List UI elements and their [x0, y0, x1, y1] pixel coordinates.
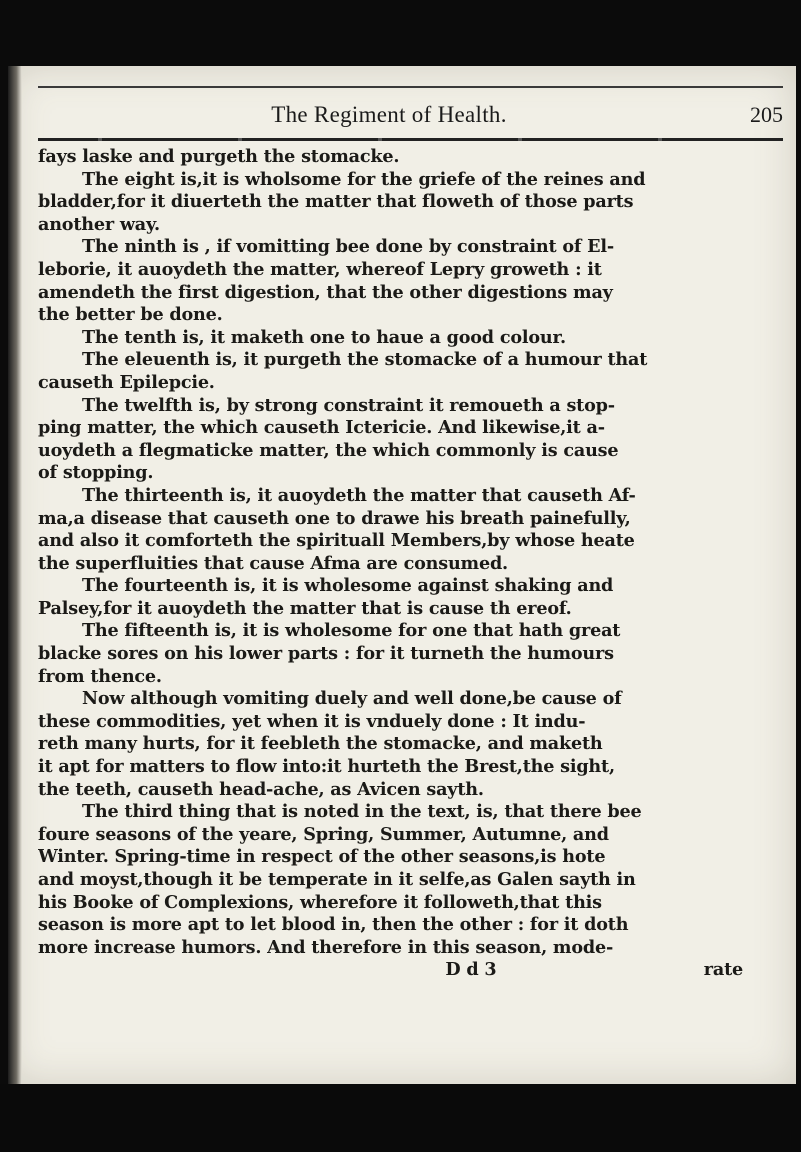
text-line: The eight is,it is wholsome for the griefe of the reines and — [82, 168, 646, 190]
running-head: The Regiment of Health. — [271, 102, 507, 127]
text-line: fays laske and purgeth the stomacke. — [38, 146, 400, 167]
text-line: these commodities, yet when it is vnduely done : It indu- — [38, 710, 586, 732]
text-line: another way. — [38, 213, 160, 235]
text-line: the teeth, causeth head-ache, as Avicen sayth. — [38, 778, 484, 800]
text-line: The eleuenth is, it purgeth the stomacke of a humour that — [82, 349, 648, 371]
text-line: and also it comforteth the spirituall Members,by whose heate — [38, 530, 635, 552]
text-line: the better be done. — [38, 304, 223, 326]
text-line: uoydeth a flegmaticke matter, the which commonly is cause — [38, 439, 619, 461]
text-line: The tenth is, it maketh one to haue a good colour. — [82, 326, 566, 348]
scan-bottom-border — [0, 1084, 801, 1152]
page-number: 205 — [750, 102, 783, 127]
book-page — [8, 66, 796, 1084]
text-line: The fourteenth is, it is wholesome against shaking and — [82, 575, 614, 597]
text-line: ping matter, the which causeth Ictericie. And likewise,it a- — [38, 417, 605, 439]
text-line: reth many hurts, for it feebleth the stomacke, and maketh — [38, 733, 603, 755]
page-footer — [38, 959, 783, 982]
text-line: bladder,for it diuerteth the matter that floweth of those parts — [38, 191, 634, 213]
text-line: his Booke of Complexions, wherefore it followeth,that this — [38, 891, 602, 913]
text-line: The third thing that is noted in the text, is, that there bee — [82, 801, 642, 823]
text-line: Palsey,for it auoydeth the matter that is cause th ereof. — [38, 597, 572, 619]
text-line: the superfluities that cause Afma are consumed. — [38, 552, 508, 574]
text-line: and moyst,though it be temperate in it selfe,as Galen sayth in — [38, 869, 636, 890]
text-line: Now although vomiting duely and well done,be cause of — [82, 688, 622, 710]
text-line: leborie, it auoydeth the matter, whereof Lepry groweth : it — [38, 258, 602, 280]
header-rule — [38, 138, 783, 141]
text-line: ma,a disease that causeth one to drawe his breath painefully, — [38, 507, 631, 529]
body-text — [38, 146, 783, 982]
catchword: rate — [703, 959, 743, 981]
text-line: The fifteenth is, it is wholesome for one that hath great — [82, 620, 621, 642]
text-line: Winter. Spring-time in respect of the other seasons,is hote — [38, 846, 606, 868]
text-line: The thirteenth is, it auoydeth the matter that causeth Af- — [82, 484, 636, 506]
page-top-edge — [38, 86, 783, 88]
text-line: foure seasons of the yeare, Spring, Summer, Autumne, and — [38, 823, 609, 845]
text-line: amendeth the first digestion, that the other digestions may — [38, 281, 613, 303]
text-line: more increase humors. And therefore in this season, mode- — [38, 936, 614, 958]
signature-mark: D d 3 — [445, 959, 497, 981]
text-line: of stopping. — [38, 462, 154, 484]
text-line: from thence. — [38, 665, 162, 687]
text-line: season is more apt to let blood in, then the other : for it doth — [38, 914, 629, 936]
page-gutter — [8, 66, 22, 1084]
page-header — [38, 102, 783, 132]
text-line: causeth Epilepcie. — [38, 371, 215, 393]
text-line: it apt for matters to flow into:it hurteth the Brest,the sight, — [38, 756, 615, 778]
text-line: The ninth is , if vomitting bee done by constraint of El- — [82, 236, 614, 258]
text-line: blacke sores on his lower parts : for it turneth the humours — [38, 643, 614, 665]
text-line: The twelfth is, by strong constraint it remoueth a stop- — [82, 394, 615, 416]
